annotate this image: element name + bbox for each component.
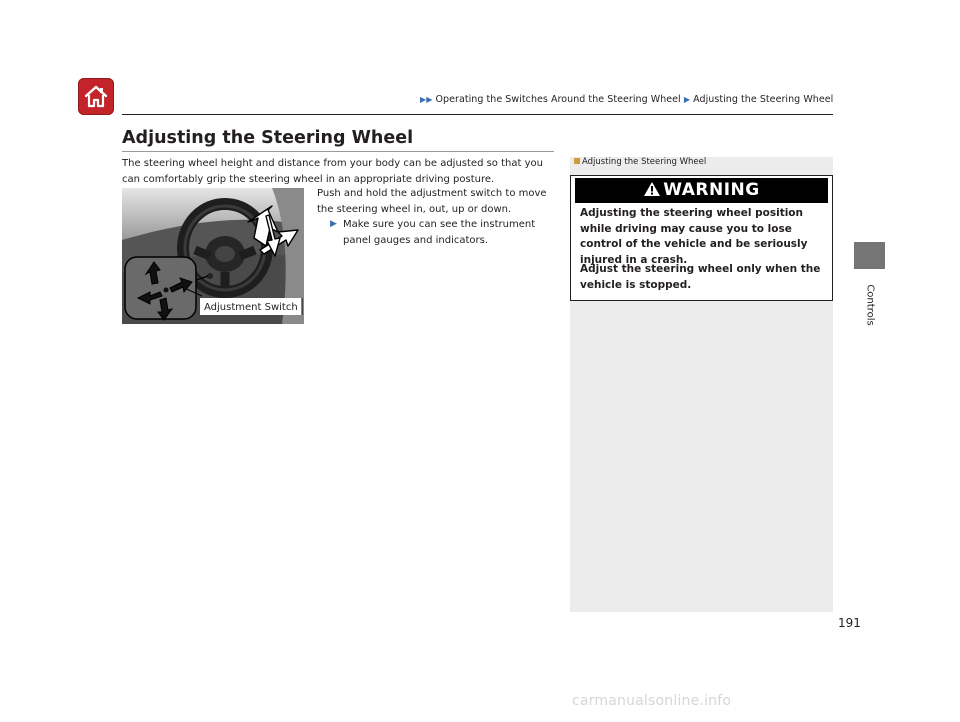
title-rule bbox=[122, 151, 554, 152]
sidebar-heading-text: Adjusting the Steering Wheel bbox=[582, 157, 707, 167]
figure-label: Adjustment Switch bbox=[204, 302, 298, 313]
warning-paragraph-1: Adjusting the steering wheel position while driving may cause you to lose control of the vehicle and be seriously injured in a crash. bbox=[580, 207, 808, 266]
instruction-paragraph: Push and hold the adjustment switch to move the steering wheel in, out, up or down. bbox=[317, 188, 547, 215]
page-title: Adjusting the Steering Wheel bbox=[122, 128, 414, 148]
sub-instruction bbox=[330, 217, 555, 248]
note-marker-icon bbox=[574, 158, 580, 164]
watermark: carmanualsonline.info bbox=[572, 693, 732, 709]
breadcrumb-arrow-icon: ▶▶ bbox=[420, 95, 433, 104]
header-rule bbox=[122, 114, 833, 115]
breadcrumb bbox=[420, 94, 833, 105]
breadcrumb-separator-icon: ▶ bbox=[683, 95, 691, 104]
intro-paragraph: The steering wheel height and distance from your body can be adjusted so that you can comfortably grip the steering wheel in an appropriate driving posture. bbox=[122, 158, 543, 185]
warning-title: WARNING bbox=[663, 180, 760, 200]
home-button[interactable] bbox=[78, 78, 114, 115]
warning-paragraph-2: Adjust the steering wheel only when the vehicle is stopped. bbox=[580, 263, 821, 291]
sub-arrow-icon: ▶ bbox=[330, 219, 337, 229]
page-number: 191 bbox=[838, 616, 861, 630]
section-tab-marker[interactable] bbox=[854, 242, 885, 269]
steering-wheel-adjustment-figure bbox=[122, 188, 304, 324]
warning-banner bbox=[575, 178, 828, 203]
breadcrumb-link-operating-switches[interactable]: Operating the Switches Around the Steering Wheel bbox=[435, 94, 681, 105]
sidebar-heading bbox=[570, 157, 833, 170]
warning-box bbox=[570, 175, 833, 301]
section-tab-label[interactable]: Controls bbox=[864, 284, 876, 326]
breadcrumb-current: Adjusting the Steering Wheel bbox=[693, 94, 834, 105]
sub-instruction-text: Make sure you can see the instrument panel gauges and indicators. bbox=[343, 219, 536, 246]
warning-triangle-icon bbox=[643, 181, 661, 197]
home-icon bbox=[83, 83, 109, 110]
